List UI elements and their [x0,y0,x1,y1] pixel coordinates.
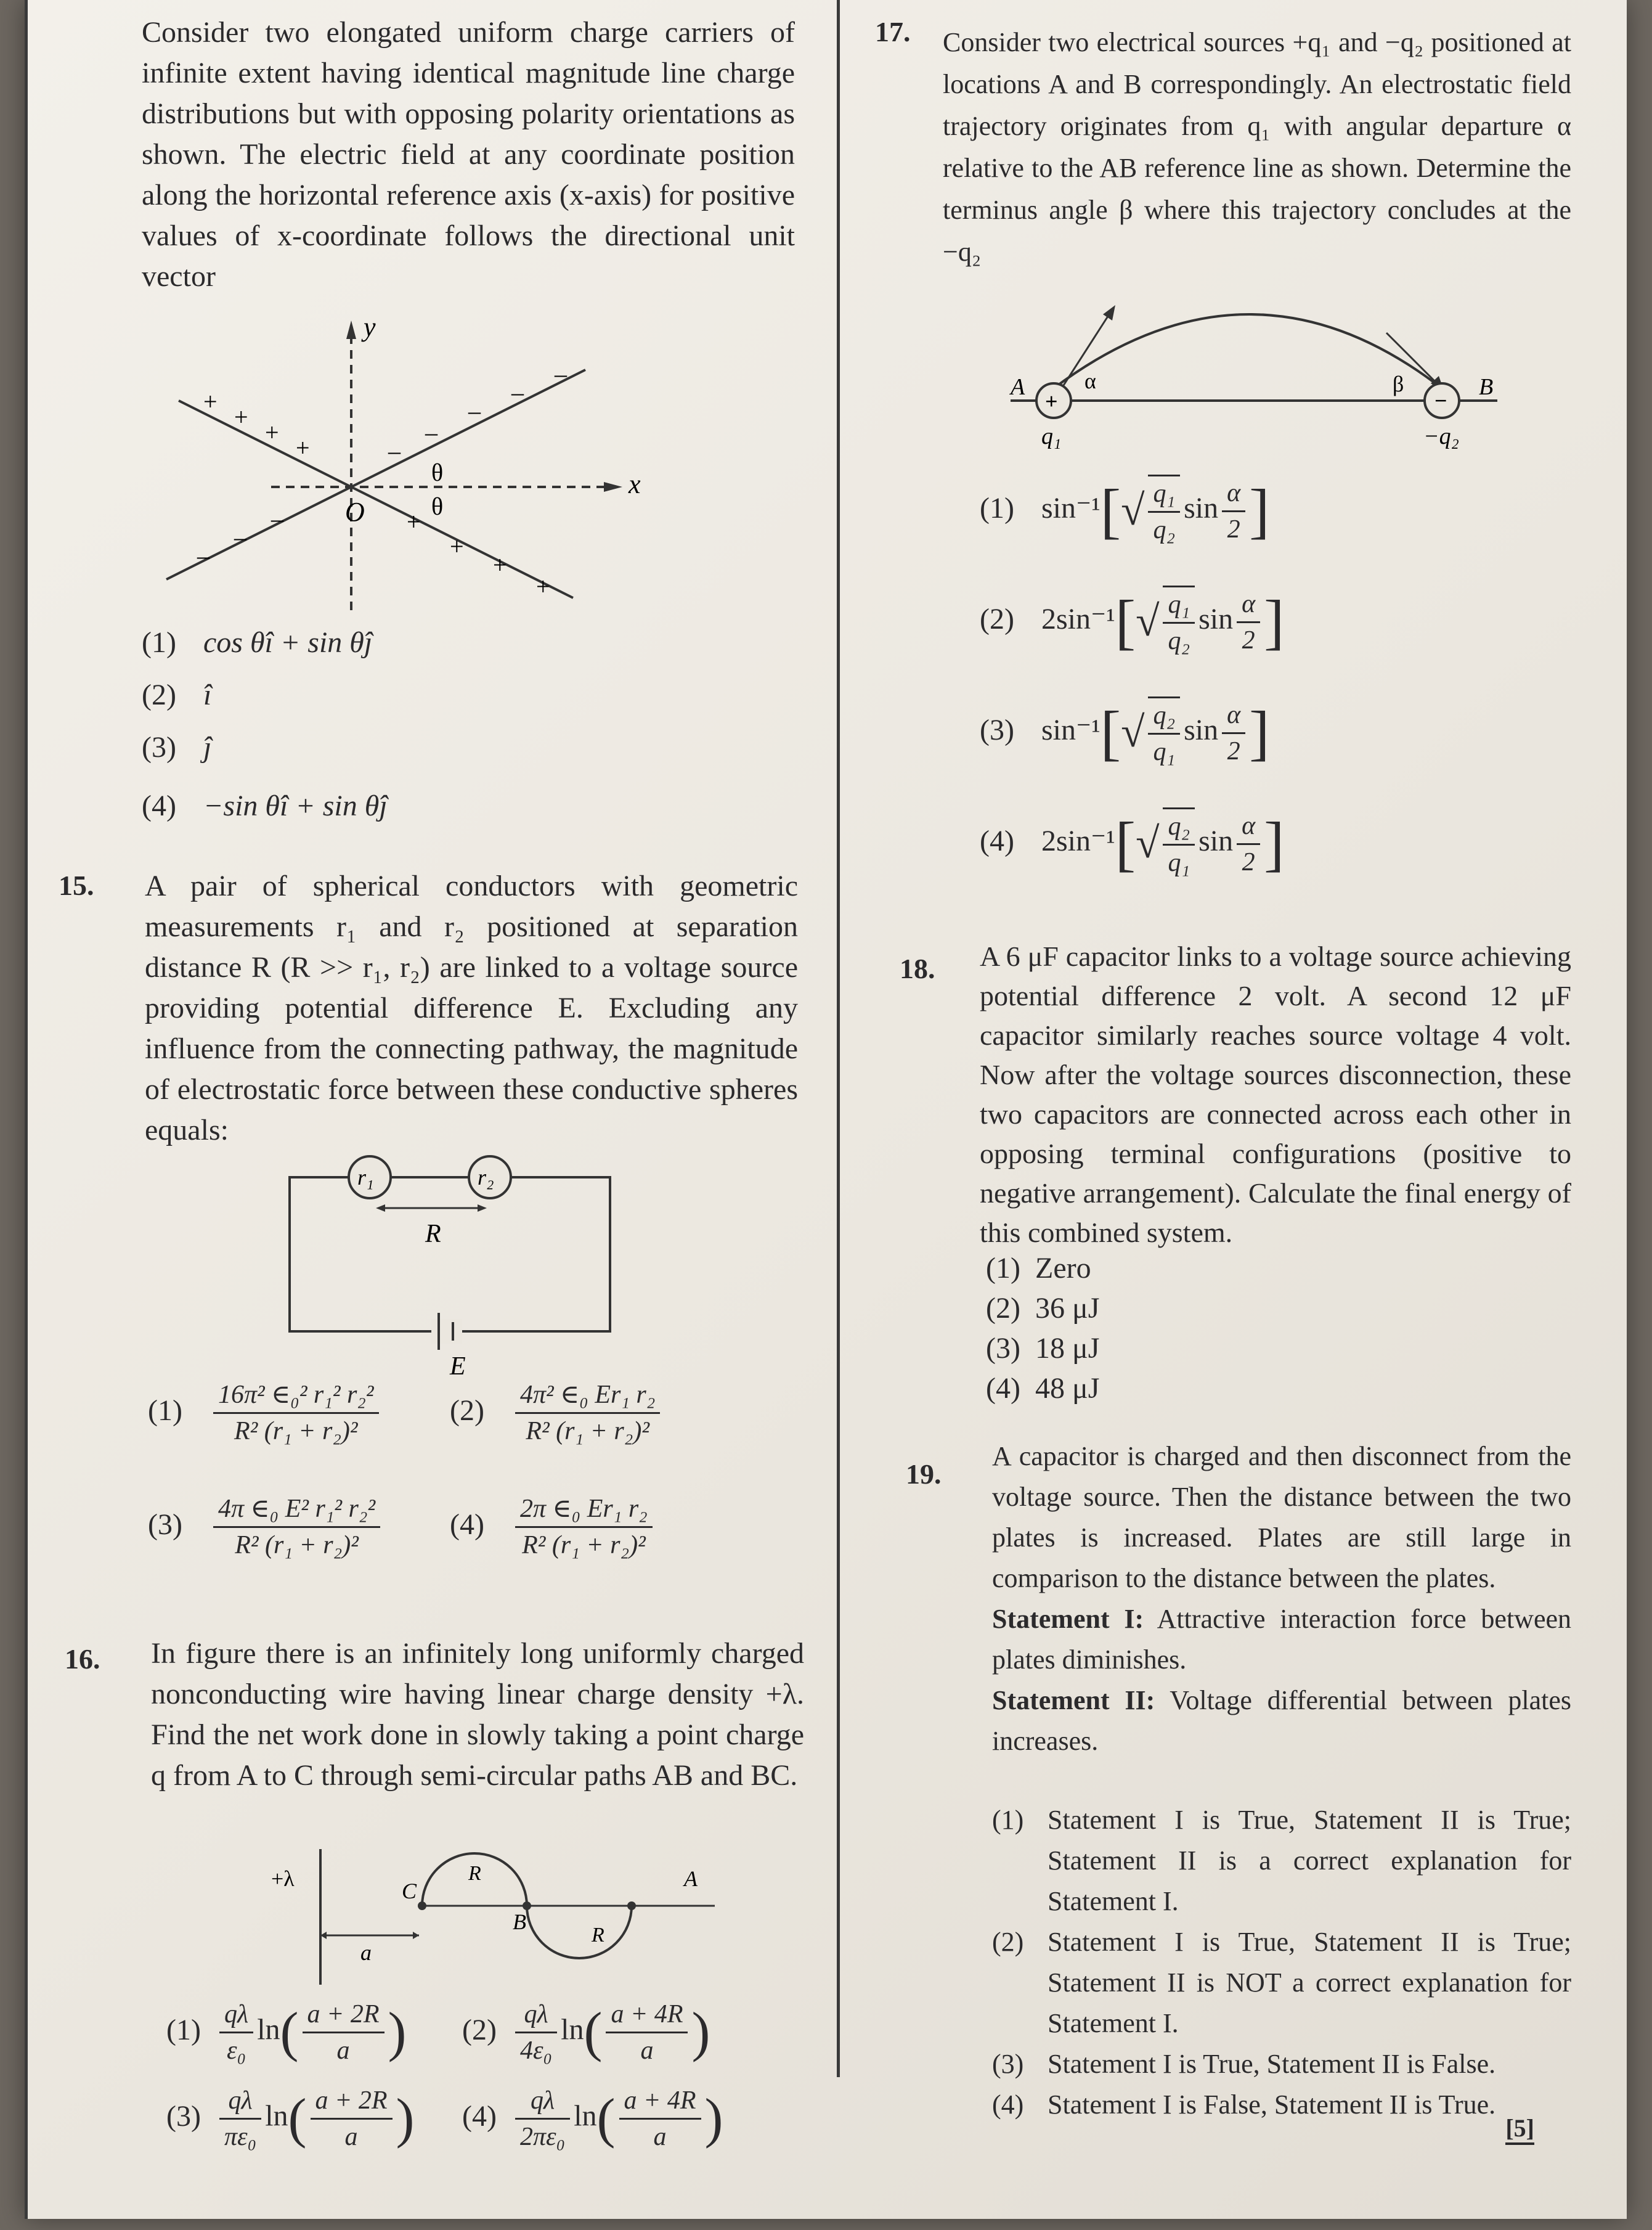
option-text: î [203,679,212,711]
sin-text: sin [1198,825,1234,858]
half-angle-fraction [1222,698,1245,769]
q14-minus: – [511,378,524,406]
q14-minus: – [425,419,437,446]
q14-option-1[interactable] [142,623,372,663]
coefficient-fraction [219,1997,253,2068]
option-prefix: 2sin⁻¹ [1041,825,1115,858]
q19-statement2-text: Voltage differential between plates increases. [992,1685,1571,1756]
q19-body [992,1436,1571,1762]
q17-number: 17. [875,16,911,47]
option-text: Statement I is True, Statement II is True; Statement II is a correct explanation for Statement I. [1048,1805,1571,1916]
q14-origin-label: O [345,497,365,527]
option-prefix: sin⁻¹ [1041,492,1101,525]
q17-figure [986,296,1528,456]
option-number: (4) [142,790,176,822]
fraction-denominator: 2 [1242,847,1255,876]
fraction-denominator: a [336,2036,350,2065]
option-text: −sin θî + sin θĵ [203,790,388,822]
fraction-numerator: a + 2R [311,2083,393,2120]
option-number: (3) [148,1508,182,1541]
argument-fraction [303,1997,385,2068]
fraction-denominator: a [653,2123,667,2151]
q15-option-1[interactable] [148,1378,383,1448]
q14-y-label: y [364,312,376,342]
option-fraction [213,1492,380,1562]
radical-fraction [1163,586,1195,658]
q15-r1-label: r₁ [357,1165,374,1190]
fraction-denominator: πε₀ [224,2123,257,2151]
exam-sheet [25,0,1627,2219]
fraction-denominator: q₂ [1153,516,1176,544]
q16-option-4[interactable]: (4) $\frac{q\lambda}{\text{2πε₀}}$ ln( $\frac{a + 4R}{a}$ ) [462,2083,723,2154]
q14-minus: – [234,523,246,551]
q16-number: 16. [65,1643,100,1675]
q18-option-4[interactable] [986,1368,1099,1409]
q16-figure [259,1837,739,1997]
q15-text: A pair of spherical conductors with geometric measurements r₁ and r₂ positioned at separation distance R (R >> r₁, r₂) are linked to a voltage source providing potential difference E. Excluding any influence from the connecting pathway, the magnitude of electrostatic force between these conductive spheres equals: [145,870,798,1146]
fraction-numerator: a + 2R [303,1997,385,2033]
q17-alpha-label: α [1084,369,1096,393]
q19-statement2-label: Statement II: [992,1685,1155,1715]
q18-text: A 6 μF capacitor links to a voltage source achieving potential difference 2 volt. A second 12 μF capacitor similarly reaches source voltage 4 volt. Now after the voltage sources disconnection, these two capacitors are connected across each other in opposing terminal configurations (positive to negative arrangement). Calculate the final energy of this combined system. [980,941,1571,1248]
q14-plus: + [296,434,310,462]
option-text: Statement I is True, Statement II is False. [1048,2049,1496,2079]
option-number: (2) [992,1927,1024,1957]
q14-plus: + [234,403,248,431]
column-divider [837,0,840,2077]
fraction-denominator: 4ε₀ [520,2036,553,2065]
q17-B-label: B [1479,374,1494,400]
q15-E-label: E [450,1352,466,1381]
q19-statement1-label: Statement I: [992,1604,1144,1634]
argument-fraction [619,2083,701,2154]
option-number: (4) [980,825,1014,858]
fraction-numerator: a + 4R [619,2083,701,2120]
q17-q2-label: −q₂ [1423,423,1459,449]
option-fraction [515,1378,660,1448]
q14-option-3[interactable] [142,727,211,768]
q14-plus: + [407,508,421,536]
q15-option-4[interactable] [450,1492,656,1562]
q19-option-3[interactable] [992,2044,1571,2085]
option-number: (3) [992,2049,1024,2079]
fraction-denominator: 2 [1227,737,1240,766]
q16-option-2[interactable]: (2) $\frac{q\lambda}{\text{4ε₀}}$ ln( $\frac{a + 4R}{a}$ ) [462,1997,710,2068]
option-text: Zero [1035,1252,1091,1284]
fraction-numerator: 4π² ∈₀ Er₁ r₂ [515,1378,660,1414]
q14-plus: + [265,419,279,446]
option-fraction [213,1378,379,1448]
q14-minus: – [555,360,567,388]
q16-a-label: a [360,1940,372,1965]
option-number: (2) [986,1292,1020,1325]
option-number: (3) [142,731,176,764]
fraction-numerator: 16π² ∈₀² r₁² r₂² [213,1378,379,1414]
option-text: Statement I is False, Statement II is True. [1048,2089,1496,2120]
q15-number: 15. [59,870,94,901]
q17-beta-label: β [1393,372,1404,396]
sin-text: sin [1184,492,1219,525]
coefficient-fraction [219,2083,261,2154]
option-number: (4) [986,1372,1020,1405]
half-angle-fraction [1237,809,1260,880]
q15-option-3[interactable] [148,1492,384,1562]
svg-text:−: − [1434,388,1447,413]
option-prefix: sin⁻¹ [1041,714,1101,747]
q15-r2-label: r₂ [478,1165,494,1190]
q19-option-1[interactable] [992,1800,1571,1922]
q15-R-label: R [425,1220,441,1248]
q14-plus: + [203,388,218,415]
q19-options [992,1800,1571,2125]
option-number: (3) [980,714,1014,747]
q18-option-3[interactable] [986,1328,1099,1369]
fraction-denominator: a [344,2123,358,2151]
fraction-denominator: R² (r₁ + r₂)² [522,1531,646,1559]
option-text: Statement I is True, Statement II is True; Statement II is NOT a correct explanation for Statement I. [1048,1927,1571,2038]
q19-number: 19. [906,1458,942,1490]
q16-R-label-top: R [468,1862,481,1885]
option-number: (1) [980,492,1014,525]
q19-option-2[interactable] [992,1922,1571,2044]
argument-fraction [606,1997,688,2068]
q16-R-label-bottom: R [592,1924,604,1946]
fraction-numerator: α [1222,476,1245,512]
fraction-denominator: R² (r₁ + r₂)² [234,1417,358,1445]
q17-A-label: A [1011,374,1025,400]
q14-minus: – [271,505,283,533]
fraction-denominator: 2 [1227,515,1240,544]
q14-text: Consider two elongated uniform charge carriers of infinite extent having identical magnitude line charge distributions but with opposing polarity orientations as shown. The electric field at any coordinate position along the horizontal reference axis (x-axis) for positive values of x-coordinate follows the directional unit vector [142,16,795,293]
q14-minus: – [388,437,401,465]
fraction-numerator: 4π ∈₀ E² r₁² r₂² [213,1492,380,1528]
option-number: (1) [142,626,176,659]
q17-option-3[interactable]: (3) sin⁻¹[√ $\frac{\text{q₂}}{\text{q₁}}$ sin $\frac{\alpha}{2}$ ] [980,696,1269,769]
q17-option-1[interactable]: (1) sin⁻¹[√ $\frac{\text{q₁}}{\text{q₂}}$ sin $\frac{\alpha}{2}$ ] [980,475,1269,547]
fraction-numerator: α [1237,809,1260,845]
half-angle-fraction [1237,587,1260,658]
fraction-denominator: R² (r₁ + r₂)² [526,1417,649,1445]
sin-text: sin [1184,714,1219,747]
fraction-denominator: q₁ [1153,738,1176,766]
option-text: ĵ [203,731,212,764]
option-number: (3) [166,2099,201,2133]
fraction-numerator: 2π ∈₀ Er₁ r₂ [515,1492,653,1528]
q14-figure [142,302,641,623]
ln-text: ln [574,2099,597,2133]
fraction-numerator: qλ [515,2083,570,2120]
fraction-denominator: R² (r₁ + r₂)² [235,1531,359,1559]
q16-option-3[interactable]: (3) $\frac{q\lambda}{\text{πε₀}}$ ln( $\frac{a + 2R}{a}$ ) [166,2083,415,2154]
fraction-numerator: q₂ [1163,809,1195,846]
ln-text: ln [265,2099,288,2133]
argument-fraction [311,2083,393,2154]
radical-fraction [1148,475,1180,547]
q15-option-2[interactable] [450,1378,664,1448]
fraction-denominator: 2πε₀ [520,2123,566,2151]
option-number: (1) [986,1252,1020,1284]
option-text: 18 μJ [1035,1332,1100,1365]
half-angle-fraction [1222,476,1245,547]
q16-B-label: B [513,1909,526,1934]
q15-figure [277,1146,647,1381]
option-number: (2) [980,603,1014,636]
option-number: (4) [992,2089,1024,2120]
option-text: 36 μJ [1035,1292,1100,1325]
fraction-numerator: q₁ [1148,476,1180,513]
q14-option-2[interactable] [142,675,211,716]
fraction-denominator: q₂ [1168,627,1190,655]
left-border [25,0,28,2219]
option-number: (2) [142,679,176,711]
fraction-numerator: α [1222,698,1245,734]
fraction-denominator: a [640,2036,654,2065]
q17-option-2[interactable]: (2) 2sin⁻¹[√ $\frac{\text{q₁}}{\text{q₂}}$ sin $\frac{\alpha}{2}$ ] [980,586,1284,658]
q14-option-4[interactable] [142,786,388,827]
q16-option-1[interactable]: (1) $\frac{q\lambda}{\text{ε₀}}$ ln( $\frac{a + 2R}{a}$ ) [166,1997,407,2068]
option-number: (3) [986,1332,1020,1365]
option-prefix: 2sin⁻¹ [1041,603,1115,636]
q14-angle-label-top: θ [431,459,444,486]
option-number: (4) [450,1508,484,1541]
fraction-numerator: q₁ [1163,587,1195,624]
option-number: (1) [166,2013,201,2046]
radical-fraction [1163,807,1195,880]
q18-number: 18. [900,953,935,984]
option-text: 48 μJ [1035,1372,1100,1405]
q17-text: Consider two electrical sources +q₁ and −q₂ positioned at locations A and B correspondingly. An electrostatic field trajectory originates from q₁ with angular departure α relative to the AB reference line as shown. Determine the terminus angle β where this trajectory concludes at the −q₂ [943,27,1571,267]
sin-text: sin [1198,603,1234,636]
option-number: (4) [462,2099,497,2133]
svg-text:+: + [1045,389,1058,414]
fraction-denominator: q₁ [1168,849,1190,877]
q17-option-4[interactable]: (4) 2sin⁻¹[√ $\frac{\text{q₂}}{\text{q₁}}$ sin $\frac{\alpha}{2}$ ] [980,807,1284,880]
q14-plus: + [493,551,507,579]
q14-x-label: x [629,469,641,499]
option-text: cos θî + sin θĵ [203,626,373,659]
ln-text: ln [257,2013,280,2046]
q14-angle-label-bottom: θ [431,492,444,520]
fraction-numerator: q₂ [1148,698,1180,735]
fraction-numerator: qλ [515,1997,557,2033]
q16-A-label: A [684,1866,698,1891]
option-number: (1) [992,1805,1024,1835]
fraction-numerator: qλ [219,2083,261,2120]
q19-text: A capacitor is charged and then disconnect from the voltage source. Then the distance between the two plates is increased. Plates are still large in comparison to the distance between the plates. [992,1441,1571,1593]
option-number: (1) [148,1394,182,1427]
fraction-numerator: a + 4R [606,1997,688,2033]
q17-q1-label: q₁ [1041,423,1062,449]
option-number: (2) [462,2013,497,2046]
fraction-denominator: 2 [1242,626,1255,655]
coefficient-fraction [515,2083,570,2154]
q14-plus: + [536,573,550,600]
fraction-numerator: α [1237,587,1260,623]
q14-minus: – [197,542,210,570]
q16-C-label: C [402,1879,417,1903]
fraction-denominator: ε₀ [227,2036,246,2065]
ln-text: ln [561,2013,584,2046]
coefficient-fraction [515,1997,557,2068]
fraction-numerator: qλ [219,1997,253,2033]
q18-option-1[interactable] [986,1248,1091,1289]
q19-option-4[interactable] [992,2085,1571,2125]
q19-statement1-text: Attractive interaction force between plates diminishes. [992,1604,1572,1675]
q16-text: In figure there is an infinitely long uniformly charged nonconducting wire having linear charge density +λ. Find the net work done in slowly taking a point charge q from A to C through semi-circular paths AB and BC. [151,1637,804,1792]
q16-lambda-label: +λ [271,1866,295,1891]
q14-minus: – [468,397,481,425]
q18-option-2[interactable] [986,1288,1099,1329]
q14-plus: + [450,533,464,560]
option-number: (2) [450,1394,484,1427]
page-number: [5] [1505,2114,1534,2145]
radical-fraction [1148,696,1180,769]
option-fraction [515,1492,653,1562]
